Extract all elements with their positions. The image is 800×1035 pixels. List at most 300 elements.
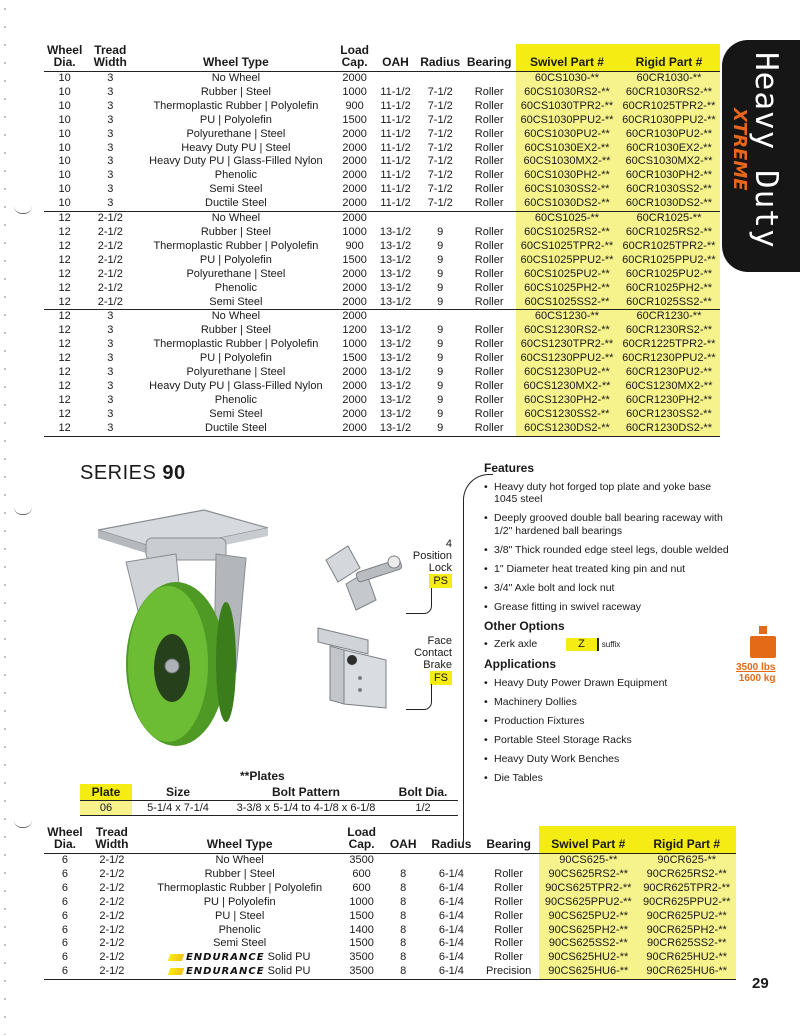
table-cell: 13-1/2 xyxy=(379,225,412,238)
table-cell: 8 xyxy=(400,923,407,936)
table-cell: 11-1/2 xyxy=(380,99,411,112)
table-cell: 13-1/2 xyxy=(379,239,412,252)
table-cell: 1500 xyxy=(349,937,374,950)
table-cell: 7-1/2 xyxy=(427,99,453,112)
table-cell: Roller xyxy=(494,923,524,936)
table-cell: Roller xyxy=(474,352,504,365)
position-lock-label-line: 4 xyxy=(445,538,452,550)
col-bearing: Bearing xyxy=(478,826,539,854)
table-cell: 7-1/2 xyxy=(427,183,453,196)
table-cell: 60CS1230PU2-** xyxy=(516,366,618,380)
series-prefix: SERIES xyxy=(80,462,157,484)
table-cell: 2-1/2 xyxy=(99,937,125,950)
table-cell: Roller xyxy=(474,113,504,126)
table-cell: Roller xyxy=(474,379,504,392)
table-cell: 2000 xyxy=(342,155,367,168)
table-cell: 2-1/2 xyxy=(85,212,135,226)
table-cell: Roller xyxy=(474,295,504,308)
table-cell: 600 xyxy=(352,867,371,880)
plate-size: 5-1/4 x 7-1/4 xyxy=(132,801,224,816)
table-cell: No Wheel xyxy=(211,72,261,84)
table-cell: Phenolic xyxy=(214,393,257,406)
table-cell: 9 xyxy=(437,407,444,420)
table-cell: 60CR1225TPR2-** xyxy=(618,338,720,352)
table-cell: Polyurethane | Steel xyxy=(186,267,286,280)
plates-col-bolt-dia: Bolt Dia. xyxy=(388,784,458,801)
table-cell: 3 xyxy=(107,169,114,182)
table-cell: 60CS1030PH2-** xyxy=(516,169,618,183)
wheel-type-text: Solid PU xyxy=(267,951,311,964)
table-cell: 6 xyxy=(61,867,68,880)
table-cell: 2000 xyxy=(336,212,372,226)
table-cell: Precision xyxy=(478,965,539,979)
col-radius: Radius xyxy=(425,826,479,854)
table-cell: 11-1/2 xyxy=(380,183,411,196)
option-label: Zerk axle xyxy=(494,638,538,650)
table-cell: 3500 xyxy=(341,965,381,979)
brake-bracket xyxy=(406,684,432,710)
plates-header-row xyxy=(80,784,458,801)
table-cell: 3 xyxy=(107,379,114,392)
table-cell: 12 xyxy=(58,407,71,420)
table-cell: 900 xyxy=(345,99,364,112)
table-cell: Roller xyxy=(474,85,504,98)
table-cell: 6 xyxy=(61,895,68,908)
table-cell: Roller xyxy=(474,239,504,252)
table-cell: 10 xyxy=(58,141,71,154)
table-cell xyxy=(138,951,342,965)
table-cell: 90CS625HU2-** xyxy=(539,951,637,965)
table-cell: PU | Polyolefin xyxy=(199,253,272,266)
table-row xyxy=(44,310,720,324)
table-cell: 90CS625PU2-** xyxy=(539,910,637,924)
table-cell: 60CR1025PH2-** xyxy=(618,282,720,296)
table-cell: Roller xyxy=(494,909,524,922)
table-cell: PU | Steel xyxy=(215,909,265,922)
col-wheel-type: Wheel Type xyxy=(138,826,342,854)
table-cell: 60CR1030PPU2-** xyxy=(618,114,720,128)
table-cell: 12 xyxy=(58,281,71,294)
table-cell: 2-1/2 xyxy=(99,951,125,964)
table-cell: Roller xyxy=(474,183,504,196)
table-cell: 13-1/2 xyxy=(379,281,412,294)
plates-col-plate: Plate xyxy=(80,784,132,801)
table-cell: 13-1/2 xyxy=(379,295,412,308)
table-cell: 900 xyxy=(345,239,364,252)
table-cell: 11-1/2 xyxy=(380,155,411,168)
table-cell: 12 xyxy=(58,253,71,266)
table-cell: 60CS1030-** xyxy=(516,72,618,86)
table-cell: 13-1/2 xyxy=(379,366,412,379)
table-cell: 9 xyxy=(437,324,444,337)
table-cell: Polyurethane | Steel xyxy=(186,127,286,140)
caster-illustration xyxy=(86,502,306,752)
table-cell: Heavy Duty PU | Steel xyxy=(181,141,291,154)
table-cell: Semi Steel xyxy=(209,407,263,420)
table-cell: 2000 xyxy=(342,407,367,420)
col-radius: Radius xyxy=(418,44,462,72)
table-row xyxy=(44,896,736,910)
table-cell: Roller xyxy=(494,867,524,880)
series-90-parts-table xyxy=(44,826,736,980)
table-cell: Roller xyxy=(474,338,504,351)
table-cell: Roller xyxy=(462,422,516,436)
table-cell: 9 xyxy=(437,338,444,351)
table-cell: 1000 xyxy=(342,338,367,351)
table-cell: 1000 xyxy=(349,895,374,908)
table-cell: No Wheel xyxy=(215,854,264,866)
table-cell: 2-1/2 xyxy=(97,253,123,266)
capacity-label xyxy=(736,662,775,684)
plates-col-bolt-pattern: Bolt Pattern xyxy=(224,784,388,801)
table-cell: 60CS1230MX2-** xyxy=(618,380,720,394)
table-cell: Roller xyxy=(494,951,524,964)
table-cell: 6-1/4 xyxy=(438,951,464,964)
table-row xyxy=(44,394,720,408)
binder-dots xyxy=(3,0,7,1035)
table-cell: 1000 xyxy=(342,225,367,238)
feature-item: • Grease fitting in swivel raceway xyxy=(484,601,736,614)
table-cell: 60CS1030PU2-** xyxy=(516,128,618,142)
position-lock-label-line: Position xyxy=(412,550,452,562)
table-cell: 60CS1230TPR2-** xyxy=(516,338,618,352)
table-cell: 9 xyxy=(437,366,444,379)
table-cell: 7-1/2 xyxy=(427,85,453,98)
brake-label-line: Brake xyxy=(423,659,452,671)
table-row xyxy=(44,882,736,896)
series-60-table-body xyxy=(44,72,720,437)
table-cell: 60CR1030PU2-** xyxy=(618,128,720,142)
table-cell: 3500 xyxy=(349,854,374,866)
table-cell: 1400 xyxy=(349,923,374,936)
table-cell: 2-1/2 xyxy=(99,923,125,936)
table-cell: 60CS1030EX2-** xyxy=(516,142,618,156)
table-cell: 8 xyxy=(400,895,407,908)
table-cell xyxy=(373,72,418,86)
table-cell: 9 xyxy=(437,393,444,406)
series-90-table-body xyxy=(44,854,736,980)
brake-code: FS xyxy=(430,671,452,685)
table-cell xyxy=(373,212,418,226)
table-cell xyxy=(462,310,516,324)
table-cell: Roller xyxy=(474,155,504,168)
table-cell: 6-1/4 xyxy=(438,937,464,950)
col-wheel-type: Wheel Type xyxy=(135,44,336,72)
table-cell xyxy=(462,212,516,226)
table-cell: 3 xyxy=(107,72,114,84)
table-cell: 6-1/4 xyxy=(438,867,464,880)
table-cell: Roller xyxy=(474,253,504,266)
table-row xyxy=(44,72,720,86)
table-cell: 60CR1030DS2-** xyxy=(618,197,720,211)
table-cell: Roller xyxy=(474,324,504,337)
table-cell: Roller xyxy=(474,366,504,379)
table-cell: Roller xyxy=(494,937,524,950)
table-cell: 60CR1230DS2-** xyxy=(618,422,720,436)
col-load-cap: Load Cap. xyxy=(336,44,372,72)
table-cell xyxy=(418,72,462,86)
binder-hole-mark xyxy=(14,206,32,214)
table-cell: 7-1/2 xyxy=(427,197,453,210)
table-row xyxy=(44,422,720,436)
table-cell: 60CR1025-** xyxy=(618,212,720,226)
table-cell xyxy=(425,854,479,868)
features-list xyxy=(484,481,736,614)
table-cell: 3 xyxy=(107,85,114,98)
table-cell: 2-1/2 xyxy=(99,881,125,894)
table-cell: 11-1/2 xyxy=(380,127,411,140)
table-cell: Roller xyxy=(474,127,504,140)
table-cell: Rubber | Steel xyxy=(200,85,271,98)
table-cell: 12 xyxy=(58,267,71,280)
table-cell: 90CR625PU2-** xyxy=(637,910,736,924)
table-cell: 6 xyxy=(61,923,68,936)
table-cell: 60CS1030PPU2-** xyxy=(516,114,618,128)
feature-item: • 1" Diameter heat treated king pin and nut xyxy=(484,563,736,576)
table-cell: 3500 xyxy=(349,951,374,964)
table-row xyxy=(44,268,720,282)
features-heading: Features xyxy=(484,461,535,475)
table-cell: 60CR1230RS2-** xyxy=(618,324,720,338)
table-cell: 60CS1025PPU2-** xyxy=(516,254,618,268)
table-cell: No Wheel xyxy=(135,310,336,324)
table-cell: 90CR625RS2-** xyxy=(637,868,736,882)
table-cell: 3 xyxy=(107,197,114,210)
table-cell: 6-1/4 xyxy=(438,923,464,936)
table-cell: 90CS625HU6-** xyxy=(539,965,637,979)
table-cell: 7-1/2 xyxy=(427,113,453,126)
table-cell: 8 xyxy=(400,881,407,894)
table-cell: 60CS1025-** xyxy=(516,212,618,226)
feature-item: • Heavy duty hot forged top plate and yoke base 1045 steel xyxy=(484,481,736,506)
series-number: 90 xyxy=(162,462,186,484)
table-cell: 3 xyxy=(107,113,114,126)
table-row xyxy=(44,408,720,422)
table-row xyxy=(44,183,720,197)
table-row xyxy=(44,352,720,366)
table-cell: 7-1/2 xyxy=(427,141,453,154)
table-cell: 3 xyxy=(85,310,135,324)
table-cell: 2000 xyxy=(342,281,367,294)
table-cell: 13-1/2 xyxy=(379,379,412,392)
table-cell: 3 xyxy=(107,324,114,337)
table-cell: 2000 xyxy=(342,127,367,140)
table-cell: 6-1/4 xyxy=(438,895,464,908)
table-cell: Phenolic xyxy=(218,923,261,936)
table-cell: 12 xyxy=(58,239,71,252)
table-cell: Roller xyxy=(494,895,524,908)
table-cell: 3 xyxy=(107,352,114,365)
col-oah: OAH xyxy=(382,826,425,854)
series-60-parts-table xyxy=(44,44,720,437)
table-cell: Phenolic xyxy=(214,281,257,294)
table-cell: 7-1/2 xyxy=(427,155,453,168)
table-cell xyxy=(138,965,342,979)
table-cell: 10 xyxy=(58,113,71,126)
table-cell: 13-1/2 xyxy=(379,267,412,280)
table-cell: PU | Polyolefin xyxy=(199,113,272,126)
table-cell: 60CS1230MX2-** xyxy=(516,380,618,394)
table-cell: 9 xyxy=(437,253,444,266)
table-row xyxy=(44,338,720,352)
table-cell: Roller xyxy=(474,407,504,420)
table-cell: 2-1/2 xyxy=(97,267,123,280)
table-cell: 60CR1030-** xyxy=(618,72,720,86)
table-row xyxy=(44,226,720,240)
table-cell: Polyurethane | Steel xyxy=(186,366,286,379)
table-cell: 90CS625SS2-** xyxy=(539,937,637,951)
table-row xyxy=(44,854,736,868)
col-rigid-part: Rigid Part # xyxy=(637,826,736,854)
plate-bolt-pattern: 3-3/8 x 5-1/4 to 4-1/8 x 6-1/8 xyxy=(224,801,388,816)
table-cell: Roller xyxy=(474,99,504,112)
table-cell: 60CR1030EX2-** xyxy=(618,142,720,156)
col-swivel-part: Swivel Part # xyxy=(516,44,618,72)
table-cell: 90CR625PH2-** xyxy=(637,924,736,938)
table-cell: 2-1/2 xyxy=(99,909,125,922)
table-header-row xyxy=(44,826,736,854)
table-cell: 2000 xyxy=(342,393,367,406)
table-cell: 2000 xyxy=(342,169,367,182)
table-cell: Thermoplastic Rubber | Polyolefin xyxy=(153,239,319,252)
table-cell: 60CS1030MX2-** xyxy=(618,155,720,169)
table-cell: 10 xyxy=(58,127,71,140)
plate-bolt-dia: 1/2 xyxy=(388,801,458,816)
table-cell: 11-1/2 xyxy=(380,85,411,98)
table-row xyxy=(44,380,720,394)
col-tread-width: Tread Width xyxy=(85,44,135,72)
col-load-cap: Load Cap. xyxy=(341,826,381,854)
table-row xyxy=(44,910,736,924)
table-cell: 8 xyxy=(400,937,407,950)
table-cell: Ductile Steel xyxy=(205,197,267,210)
table-cell: 9 xyxy=(437,267,444,280)
table-cell: 12 xyxy=(58,324,71,337)
table-cell: 11-1/2 xyxy=(380,113,411,126)
table-cell: 90CS625RS2-** xyxy=(539,868,637,882)
table-row xyxy=(44,169,720,183)
table-cell: 2000 xyxy=(342,295,367,308)
capacity-kg: 1600 kg xyxy=(738,673,776,684)
table-cell: 60CR1230PH2-** xyxy=(618,394,720,408)
table-cell: 9 xyxy=(437,281,444,294)
table-row xyxy=(44,282,720,296)
xtreme-logo: XTREME xyxy=(729,108,750,191)
table-cell: Roller xyxy=(494,881,524,894)
table-cell: 1000 xyxy=(342,85,367,98)
table-cell: 8 xyxy=(382,965,425,979)
table-cell: Roller xyxy=(474,281,504,294)
endurance-logo: ENDURANCE xyxy=(169,952,265,963)
weight-icon xyxy=(749,626,777,658)
table-cell: 10 xyxy=(58,99,71,112)
table-cell: 60CS1030DS2-** xyxy=(516,197,618,211)
table-cell xyxy=(382,854,425,868)
table-cell: 60CR1030PH2-** xyxy=(618,169,720,183)
col-swivel-part: Swivel Part # xyxy=(539,826,637,854)
application-item: • Heavy Duty Power Drawn Equipment xyxy=(484,677,736,690)
table-cell: 2000 xyxy=(342,141,367,154)
table-cell: 7-1/2 xyxy=(427,127,453,140)
table-cell: Thermoplastic Rubber | Polyolefin xyxy=(153,99,319,112)
table-cell: PU | Polyolefin xyxy=(199,352,272,365)
table-cell: 2-1/2 xyxy=(97,239,123,252)
table-cell: 60CR1030RS2-** xyxy=(618,86,720,100)
table-cell: 13-1/2 xyxy=(373,422,418,436)
application-item: • Production Fixtures xyxy=(484,715,736,728)
table-cell: 2-1/2 xyxy=(97,225,123,238)
table-cell: 9 xyxy=(437,225,444,238)
table-cell: 60CR1025TPR2-** xyxy=(618,240,720,254)
page-number: 29 xyxy=(752,975,769,992)
application-item: • Die Tables xyxy=(484,772,736,785)
face-contact-brake-illustration xyxy=(308,620,403,715)
table-cell: 13-1/2 xyxy=(379,338,412,351)
brake-label-line: Contact xyxy=(414,647,452,659)
table-cell: 13-1/2 xyxy=(379,393,412,406)
table-cell: 90CR625-** xyxy=(637,854,736,868)
table-cell: 60CS1025SS2-** xyxy=(516,296,618,310)
table-cell: 2-1/2 xyxy=(97,295,123,308)
table-cell: 2-1/2 xyxy=(99,895,125,908)
table-cell: Heavy Duty PU | Glass-Filled Nylon xyxy=(149,379,323,392)
table-cell: 2000 xyxy=(342,72,367,84)
table-cell: Roller xyxy=(474,225,504,238)
table-cell: 9 xyxy=(437,295,444,308)
table-cell: 60CR1025PPU2-** xyxy=(618,254,720,268)
table-cell xyxy=(462,72,516,86)
table-cell: 13-1/2 xyxy=(379,352,412,365)
table-cell: 13-1/2 xyxy=(379,407,412,420)
wheel-type-text: Solid PU xyxy=(267,965,311,978)
table-cell: 90CR625SS2-** xyxy=(637,937,736,951)
table-header-row xyxy=(44,44,720,72)
table-cell: 3 xyxy=(107,155,114,168)
table-row xyxy=(44,212,720,226)
table-cell: Rubber | Steel xyxy=(200,324,271,337)
applications-heading: Applications xyxy=(484,657,557,671)
table-cell: 60CS1230PH2-** xyxy=(516,394,618,408)
table-cell xyxy=(478,854,539,868)
table-row xyxy=(44,924,736,938)
table-cell: No Wheel xyxy=(135,212,336,226)
table-cell: 9 xyxy=(437,352,444,365)
table-cell: 60CS1025RS2-** xyxy=(516,226,618,240)
binder-hole-mark xyxy=(14,507,32,515)
plate-code: 06 xyxy=(80,801,132,816)
table-cell: 60CS1230DS2-** xyxy=(516,422,618,436)
table-cell: Roller xyxy=(474,197,504,210)
table-cell: 2-1/2 xyxy=(86,965,138,979)
table-cell: 3 xyxy=(107,407,114,420)
table-cell: 60CS1030RS2-** xyxy=(516,86,618,100)
table-cell: 60CR1025RS2-** xyxy=(618,226,720,240)
plates-row xyxy=(80,801,458,816)
table-cell: PU | Polyolefin xyxy=(203,895,276,908)
capacity-lbs: 3500 lbs xyxy=(736,662,776,673)
table-cell: Rubber | Steel xyxy=(204,867,275,880)
table-cell: 11-1/2 xyxy=(380,141,411,154)
plates-note: **Plates xyxy=(240,769,285,783)
table-cell: 3 xyxy=(107,366,114,379)
table-cell: Semi Steel xyxy=(213,937,267,950)
col-oah: OAH xyxy=(373,44,418,72)
table-cell: 60CS1230RS2-** xyxy=(516,324,618,338)
section-tab-title: Heavy Duty xyxy=(748,52,784,249)
table-cell: 2000 xyxy=(342,183,367,196)
table-cell: 2000 xyxy=(336,422,372,436)
table-cell: 11-1/2 xyxy=(380,169,411,182)
